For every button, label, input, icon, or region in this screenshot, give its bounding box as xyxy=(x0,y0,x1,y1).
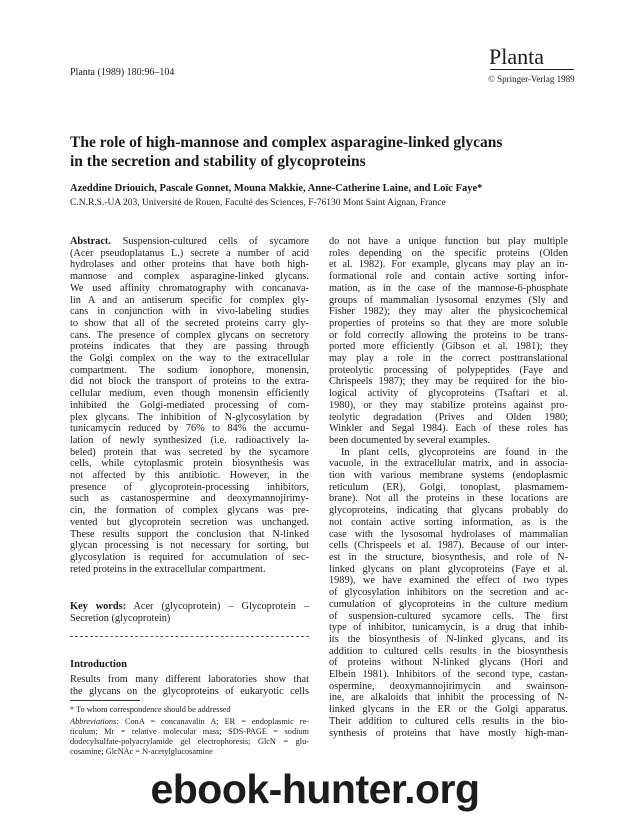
correspondence-note: * To whom correspondence should be addressed xyxy=(70,705,231,714)
body-line: ospermine, deoxymannojirimycin and swainson- xyxy=(329,680,568,692)
body-line: its the biosynthesis of N-linked glycans, and its xyxy=(329,633,568,645)
section-divider xyxy=(70,636,309,637)
body-line: formational role and contain active sorting infor- xyxy=(329,271,568,283)
body-line: logical activity of glycoproteins (Tsaftari et al. xyxy=(329,388,568,400)
body-line: glycoproteins, indicating that glycans probably do xyxy=(329,505,568,517)
title-line-1: The role of high-mannose and complex asparagine-linked glycans xyxy=(70,134,503,151)
journal-rule xyxy=(490,69,574,70)
affiliation: C.N.R.S.-UA 203, Université de Rouen, Faculté des Sciences, F-76130 Mont Saint Aignan, France xyxy=(70,198,446,208)
body-line: Winkler and Segal 1984). Each of these roles has xyxy=(329,423,568,435)
abstract-line: mannose and complex asparagine-linked glycans. xyxy=(70,271,309,283)
body-line: In plant cells, glycoproteins are found in the xyxy=(341,446,568,458)
body-line: brane). Not all the proteins in these locations are xyxy=(329,493,568,505)
body-line: mation, as in the case of the mannose-6-phosphate xyxy=(329,282,568,294)
body-line: Their addition to cultured cells results in the bio- xyxy=(329,715,568,727)
body-line: tion with various membrane systems (endoplasmic xyxy=(329,470,568,482)
body-line: 1989), we have examined the effect of two types xyxy=(329,575,568,587)
abstract-line: reted proteins in the extracellular compartment. xyxy=(70,563,266,575)
keywords-label: Key words: xyxy=(70,601,127,612)
body-line: cells (Chrispeels et al. 1987). Because of our inter- xyxy=(329,540,568,552)
article-title xyxy=(70,133,590,171)
authors: Azeddine Driouich, Pascale Gonnet, Mouna Makkie, Anne-Catherine Laine, and Loïc Faye* xyxy=(70,183,483,194)
abstract-line: tunicamycin reduced by 76% to 84% the accumu- xyxy=(70,423,309,435)
introduction-heading: Introduction xyxy=(70,659,127,670)
abstract-line: lin A and an antiserum specific for complex gly- xyxy=(70,294,309,306)
body-line: groups of mammalian lysosomal enzymes (Sly and xyxy=(329,294,568,306)
body-line: properties of proteins so that they are more soluble xyxy=(329,317,568,329)
abstract-line: to show that all of the secreted proteins carry gly- xyxy=(70,317,309,329)
abstract-line: the Golgi complex on the way to the extracellular xyxy=(70,353,309,365)
body-line: do not have a unique function but play multiple xyxy=(329,236,568,247)
publisher-copyright: © Springer-Verlag 1989 xyxy=(488,74,575,84)
footnote-rule xyxy=(70,700,140,701)
body-line: of suspension-cultured sycamore cells. The first xyxy=(329,610,568,622)
abstract-line: glycan processing is not necessary for sorting, but xyxy=(70,540,309,552)
body-line: Fisher 1982); they may alter the physicochemical xyxy=(329,306,568,318)
abbreviations-label: Abbreviations: xyxy=(70,717,120,726)
body-line: of proteins without N-linked glycans (Hori and xyxy=(329,657,568,669)
body-line: linked glycans in the ER or the Golgi apparatus. xyxy=(329,704,568,716)
abstract-line: compartment. The sodium ionophore, monensin, xyxy=(70,364,309,376)
abstract-line: not affected by this antibiotic. However, in the xyxy=(70,470,309,482)
introduction-line: the glycans on the glycoproteins of eukaryotic cells xyxy=(70,685,309,697)
body-line: linked glycans on plant glycoproteins (Faye et al. xyxy=(329,563,568,575)
abstract-line xyxy=(70,236,309,248)
keywords-line: Secretion (glycoprotein) xyxy=(70,612,171,624)
abstract xyxy=(70,236,309,575)
body-line: vacuole, in the extracellular matrix, and in associa- xyxy=(329,458,568,470)
body-line: may play a role in the correct posttranslational xyxy=(329,353,568,365)
keywords xyxy=(70,601,309,624)
abbreviations-line xyxy=(70,717,309,727)
body-line: not contain active sorting information, as is the xyxy=(329,516,568,528)
abstract-line: hydrolases and other proteins that have both high- xyxy=(70,259,309,271)
body-line: 1980), or they may stabilize proteins against pro- xyxy=(329,399,568,411)
body-line: Chrispeels 1987); they may be required for the bio- xyxy=(329,376,568,388)
abstract-line: proteins indicates that they are passing through xyxy=(70,341,309,353)
abstract-line: inhibited the Golgi-mediated processing of com- xyxy=(70,399,309,411)
body-line: ported more efficiently (Gibson et al. 1981); they xyxy=(329,341,568,353)
body-line: type of inhibitor, tunicamycin, is a drug that inhib- xyxy=(329,622,568,634)
journal-logo: Planta xyxy=(489,44,544,69)
abbreviations-line: cosamine; GlcNAc = N-acetylglucosamine xyxy=(70,747,213,756)
body-text-right-column xyxy=(329,236,568,739)
body-line: et al. 1982). For example, glycans may play an in- xyxy=(329,259,568,271)
abstract-line: We used affinity chromatography with concanava- xyxy=(70,282,309,294)
keywords-text: Acer (glycoprotein) – Glycoprotein – xyxy=(126,601,309,612)
watermark: ebook-hunter.org xyxy=(150,766,480,812)
body-line: cumulation of glycoproteins in the culture medium xyxy=(329,598,568,610)
body-line: roles depending on the specific proteins (Olden xyxy=(329,247,568,259)
abstract-line: cellular medium, even though monensin efficiently xyxy=(70,388,309,400)
body-line: or fold correctly allowing the proteins to be trans- xyxy=(329,329,568,341)
abstract-line: lation of newly synthesized (i.e. radioactively la- xyxy=(70,434,309,446)
body-line: reticulum (ER), Golgi, tonoplast, plasmamem- xyxy=(329,481,568,493)
abbreviations-text: ConA = concanavalin A; ER = endoplasmic re- xyxy=(119,717,309,726)
abstract-line-text: Suspension-cultured cells of sycamore xyxy=(110,236,309,247)
abstract-line: cin, the formation of complex glycans was pre- xyxy=(70,505,309,517)
body-line: est in the structure, biosynthesis, and role of N- xyxy=(329,551,568,563)
introduction-line: Results from many different laboratories show that xyxy=(70,674,309,685)
abbreviations-line: ticulum; Mr = relative molecular mass; SDS-PAGE = sodium xyxy=(70,727,309,736)
abstract-line: glycosylation is required for accumulation of sec- xyxy=(70,551,309,563)
introduction-text xyxy=(70,674,309,697)
abstract-line: cans. The presence of complex glycans on secretory xyxy=(70,329,309,341)
abstract-line: vented but glycoprotein secretion was unchanged. xyxy=(70,516,309,528)
abstract-line: cells, while cytoplasmic protein biosynthesis was xyxy=(70,458,309,470)
abstract-line: plex glycans. The inhibition of N-glycosylation by xyxy=(70,411,309,423)
abstract-line: did not block the transport of proteins to the extra- xyxy=(70,376,309,388)
abstract-line: (Acer pseudoplatanus L.) secrete a number of acid xyxy=(70,247,309,259)
body-line: Elbein 1981). Inhibitors of the second type, castan- xyxy=(329,669,568,681)
abbreviations-line: dodecylsulfate-polyacrylamide gel electrophoresis; GlcN = glu- xyxy=(70,737,309,746)
abstract-line: These results support the conclusion that N-linked xyxy=(70,528,309,540)
body-line: addition to cultured cells results in the biosynthesis xyxy=(329,645,568,657)
keywords-line xyxy=(70,601,309,613)
abstract-line: presence of glycoprotein-processing inhibitors, xyxy=(70,481,309,493)
body-line: case with the lysosomal hydrolases of mammalian xyxy=(329,528,568,540)
abstract-line: cans in conjunction with in vivo-labeling studies xyxy=(70,306,309,318)
abstract-line: beled) protein that was secreted by the sycamore xyxy=(70,446,309,458)
body-line: proteolytic processing of polypeptides (Faye and xyxy=(329,364,568,376)
abstract-line: such as castanospermine and deoxymannojirimy- xyxy=(70,493,309,505)
body-line: ine, are alkaloids that inhibit the processing of N- xyxy=(329,692,568,704)
citation: Planta (1989) 180:96–104 xyxy=(70,67,175,78)
body-line: synthesis of proteins that have mostly high-man- xyxy=(329,727,568,739)
title-line-2: in the secretion and stability of glycoproteins xyxy=(70,153,366,170)
abstract-label: Abstract. xyxy=(70,236,111,247)
body-line: been documented by several examples. xyxy=(329,434,490,446)
footnotes xyxy=(70,705,309,757)
body-line: of glycosylation inhibitors on the secretion and ac- xyxy=(329,587,568,599)
body-line: teolytic degradation (Prives and Olden 1980; xyxy=(329,411,568,423)
